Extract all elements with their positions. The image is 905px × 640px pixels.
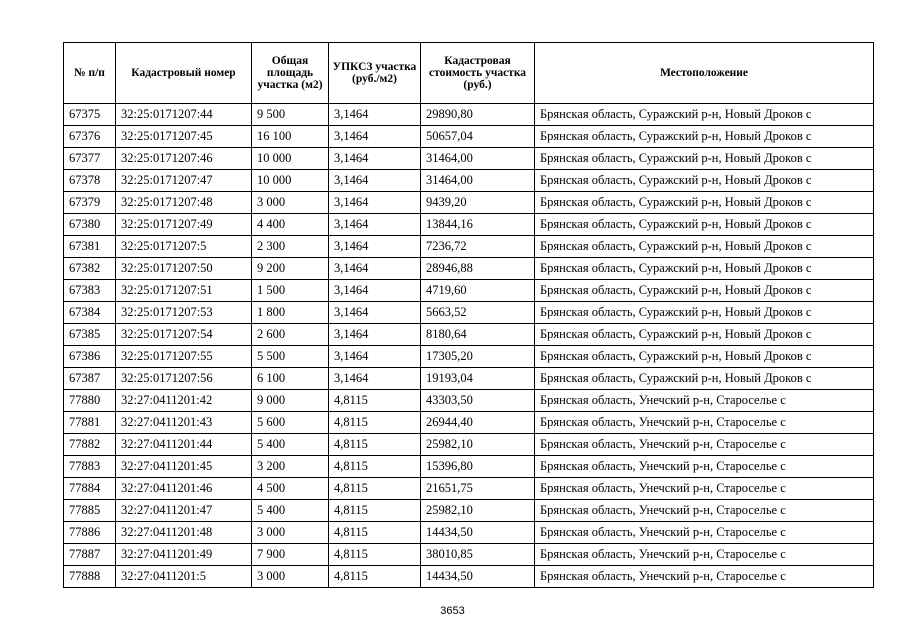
cell-cadastral-value: 9439,20 <box>421 192 535 214</box>
cell-cadastral-value: 50657,04 <box>421 126 535 148</box>
cell-area: 3 000 <box>252 192 329 214</box>
cell-row-number: 67379 <box>64 192 116 214</box>
cell-unit-value: 4,8115 <box>329 456 421 478</box>
cell-area: 9 200 <box>252 258 329 280</box>
cell-unit-value: 3,1464 <box>329 148 421 170</box>
table-row <box>64 192 874 214</box>
cell-unit-value: 4,8115 <box>329 544 421 566</box>
cell-location: Брянская область, Суражский р-н, Новый Дроков с <box>535 104 874 126</box>
cell-cadastral-value: 13844,16 <box>421 214 535 236</box>
cell-area: 5 400 <box>252 434 329 456</box>
cell-cadastral-number: 32:25:0171207:49 <box>116 214 252 236</box>
cell-location: Брянская область, Суражский р-н, Новый Дроков с <box>535 346 874 368</box>
cell-row-number: 77881 <box>64 412 116 434</box>
cell-cadastral-value: 19193,04 <box>421 368 535 390</box>
cell-row-number: 67385 <box>64 324 116 346</box>
cell-location: Брянская область, Унечский р-н, Староселье с <box>535 544 874 566</box>
cell-row-number: 67381 <box>64 236 116 258</box>
cell-cadastral-number: 32:27:0411201:44 <box>116 434 252 456</box>
cell-cadastral-value: 29890,80 <box>421 104 535 126</box>
cell-location: Брянская область, Суражский р-н, Новый Дроков с <box>535 192 874 214</box>
cell-cadastral-value: 14434,50 <box>421 566 535 588</box>
cell-cadastral-value: 25982,10 <box>421 500 535 522</box>
cell-area: 9 000 <box>252 390 329 412</box>
cell-cadastral-number: 32:25:0171207:54 <box>116 324 252 346</box>
cell-location: Брянская область, Суражский р-н, Новый Дроков с <box>535 170 874 192</box>
cell-location: Брянская область, Унечский р-н, Староселье с <box>535 434 874 456</box>
cell-cadastral-value: 15396,80 <box>421 456 535 478</box>
cell-unit-value: 4,8115 <box>329 412 421 434</box>
cell-area: 3 000 <box>252 522 329 544</box>
cell-row-number: 77888 <box>64 566 116 588</box>
table-body <box>64 104 874 588</box>
cell-unit-value: 4,8115 <box>329 390 421 412</box>
cell-location: Брянская область, Унечский р-н, Староселье с <box>535 522 874 544</box>
cadastral-value-table <box>63 42 874 588</box>
cell-row-number: 67378 <box>64 170 116 192</box>
cell-location: Брянская область, Суражский р-н, Новый Дроков с <box>535 324 874 346</box>
cell-row-number: 67375 <box>64 104 116 126</box>
cell-cadastral-value: 31464,00 <box>421 148 535 170</box>
cell-cadastral-number: 32:25:0171207:50 <box>116 258 252 280</box>
cell-area: 16 100 <box>252 126 329 148</box>
cell-cadastral-value: 38010,85 <box>421 544 535 566</box>
cell-location: Брянская область, Суражский р-н, Новый Дроков с <box>535 280 874 302</box>
cell-cadastral-value: 26944,40 <box>421 412 535 434</box>
cell-unit-value: 3,1464 <box>329 192 421 214</box>
table-row <box>64 302 874 324</box>
cell-cadastral-value: 14434,50 <box>421 522 535 544</box>
cell-location: Брянская область, Суражский р-н, Новый Дроков с <box>535 368 874 390</box>
cell-cadastral-number: 32:25:0171207:48 <box>116 192 252 214</box>
cell-unit-value: 3,1464 <box>329 368 421 390</box>
cell-cadastral-value: 31464,00 <box>421 170 535 192</box>
cell-location: Брянская область, Суражский р-н, Новый Дроков с <box>535 126 874 148</box>
cell-cadastral-value: 4719,60 <box>421 280 535 302</box>
cell-row-number: 67377 <box>64 148 116 170</box>
table-row <box>64 544 874 566</box>
cell-unit-value: 3,1464 <box>329 346 421 368</box>
cell-unit-value: 3,1464 <box>329 302 421 324</box>
cell-area: 6 100 <box>252 368 329 390</box>
header-location: Местоположение <box>535 43 874 104</box>
cell-cadastral-number: 32:27:0411201:47 <box>116 500 252 522</box>
cell-cadastral-number: 32:25:0171207:51 <box>116 280 252 302</box>
table-row <box>64 434 874 456</box>
cell-area: 10 000 <box>252 148 329 170</box>
cell-unit-value: 4,8115 <box>329 522 421 544</box>
cell-unit-value: 4,8115 <box>329 566 421 588</box>
cell-area: 10 000 <box>252 170 329 192</box>
cell-cadastral-number: 32:25:0171207:45 <box>116 126 252 148</box>
cell-area: 9 500 <box>252 104 329 126</box>
cell-cadastral-value: 25982,10 <box>421 434 535 456</box>
cell-location: Брянская область, Унечский р-н, Староселье с <box>535 478 874 500</box>
cell-area: 4 500 <box>252 478 329 500</box>
cell-cadastral-number: 32:25:0171207:46 <box>116 148 252 170</box>
cell-area: 7 900 <box>252 544 329 566</box>
cell-cadastral-value: 43303,50 <box>421 390 535 412</box>
cell-location: Брянская область, Суражский р-н, Новый Дроков с <box>535 258 874 280</box>
cell-unit-value: 3,1464 <box>329 126 421 148</box>
cell-cadastral-number: 32:25:0171207:44 <box>116 104 252 126</box>
cell-location: Брянская область, Суражский р-н, Новый Дроков с <box>535 236 874 258</box>
cell-cadastral-number: 32:27:0411201:42 <box>116 390 252 412</box>
cell-unit-value: 4,8115 <box>329 500 421 522</box>
cell-cadastral-number: 32:25:0171207:5 <box>116 236 252 258</box>
cell-area: 1 800 <box>252 302 329 324</box>
table-row <box>64 214 874 236</box>
cell-area: 5 400 <box>252 500 329 522</box>
cell-row-number: 67386 <box>64 346 116 368</box>
cell-row-number: 67382 <box>64 258 116 280</box>
table-row <box>64 566 874 588</box>
table-header <box>64 43 874 104</box>
cell-row-number: 67380 <box>64 214 116 236</box>
cell-area: 5 600 <box>252 412 329 434</box>
cell-cadastral-number: 32:27:0411201:46 <box>116 478 252 500</box>
cell-area: 5 500 <box>252 346 329 368</box>
cell-area: 4 400 <box>252 214 329 236</box>
cell-location: Брянская область, Унечский р-н, Староселье с <box>535 566 874 588</box>
cell-unit-value: 3,1464 <box>329 236 421 258</box>
header-area: Общая площадь участка (м2) <box>252 43 329 104</box>
cell-row-number: 77886 <box>64 522 116 544</box>
cell-unit-value: 3,1464 <box>329 214 421 236</box>
cell-row-number: 77884 <box>64 478 116 500</box>
cell-cadastral-value: 21651,75 <box>421 478 535 500</box>
table-row <box>64 236 874 258</box>
table-row <box>64 390 874 412</box>
table-row <box>64 478 874 500</box>
cell-cadastral-value: 17305,20 <box>421 346 535 368</box>
cell-row-number: 67383 <box>64 280 116 302</box>
cell-location: Брянская область, Суражский р-н, Новый Дроков с <box>535 148 874 170</box>
cell-cadastral-value: 7236,72 <box>421 236 535 258</box>
cell-unit-value: 3,1464 <box>329 280 421 302</box>
cell-cadastral-number: 32:25:0171207:55 <box>116 346 252 368</box>
cell-cadastral-number: 32:25:0171207:53 <box>116 302 252 324</box>
cell-unit-value: 4,8115 <box>329 434 421 456</box>
cell-unit-value: 4,8115 <box>329 478 421 500</box>
cell-unit-value: 3,1464 <box>329 324 421 346</box>
header-cadastral-number: Кадастровый номер <box>116 43 252 104</box>
cell-unit-value: 3,1464 <box>329 104 421 126</box>
cell-cadastral-value: 5663,52 <box>421 302 535 324</box>
cell-location: Брянская область, Суражский р-н, Новый Дроков с <box>535 214 874 236</box>
cell-row-number: 77887 <box>64 544 116 566</box>
table-row <box>64 104 874 126</box>
cell-cadastral-value: 8180,64 <box>421 324 535 346</box>
cell-location: Брянская область, Унечский р-н, Староселье с <box>535 412 874 434</box>
header-row <box>64 43 874 104</box>
cell-area: 2 300 <box>252 236 329 258</box>
cell-cadastral-number: 32:27:0411201:5 <box>116 566 252 588</box>
cell-cadastral-number: 32:27:0411201:45 <box>116 456 252 478</box>
table-row <box>64 346 874 368</box>
cell-unit-value: 3,1464 <box>329 170 421 192</box>
cell-area: 3 200 <box>252 456 329 478</box>
cell-area: 3 000 <box>252 566 329 588</box>
cell-cadastral-number: 32:27:0411201:43 <box>116 412 252 434</box>
cell-unit-value: 3,1464 <box>329 258 421 280</box>
cell-area: 2 600 <box>252 324 329 346</box>
cell-location: Брянская область, Унечский р-н, Староселье с <box>535 456 874 478</box>
table-row <box>64 500 874 522</box>
table-row <box>64 456 874 478</box>
table-row <box>64 280 874 302</box>
table-row <box>64 412 874 434</box>
table-row <box>64 324 874 346</box>
cell-location: Брянская область, Суражский р-н, Новый Дроков с <box>535 302 874 324</box>
cell-row-number: 77885 <box>64 500 116 522</box>
cell-row-number: 67376 <box>64 126 116 148</box>
table-row <box>64 148 874 170</box>
cell-cadastral-number: 32:27:0411201:48 <box>116 522 252 544</box>
cell-location: Брянская область, Унечский р-н, Староселье с <box>535 390 874 412</box>
table-row <box>64 258 874 280</box>
cell-row-number: 77880 <box>64 390 116 412</box>
header-cadastral-value: Кадастровая стоимость участка (руб.) <box>421 43 535 104</box>
cell-row-number: 67384 <box>64 302 116 324</box>
table-row <box>64 170 874 192</box>
cell-row-number: 77882 <box>64 434 116 456</box>
table-row <box>64 522 874 544</box>
cell-row-number: 67387 <box>64 368 116 390</box>
cell-location: Брянская область, Унечский р-н, Староселье с <box>535 500 874 522</box>
page-number: 3653 <box>440 605 465 617</box>
cell-cadastral-value: 28946,88 <box>421 258 535 280</box>
table-row <box>64 126 874 148</box>
header-unit-value: УПКСЗ участка (руб./м2) <box>329 43 421 104</box>
header-row-number: № п/п <box>64 43 116 104</box>
cell-cadastral-number: 32:27:0411201:49 <box>116 544 252 566</box>
cell-area: 1 500 <box>252 280 329 302</box>
cell-cadastral-number: 32:25:0171207:47 <box>116 170 252 192</box>
cell-cadastral-number: 32:25:0171207:56 <box>116 368 252 390</box>
table-row <box>64 368 874 390</box>
cell-row-number: 77883 <box>64 456 116 478</box>
